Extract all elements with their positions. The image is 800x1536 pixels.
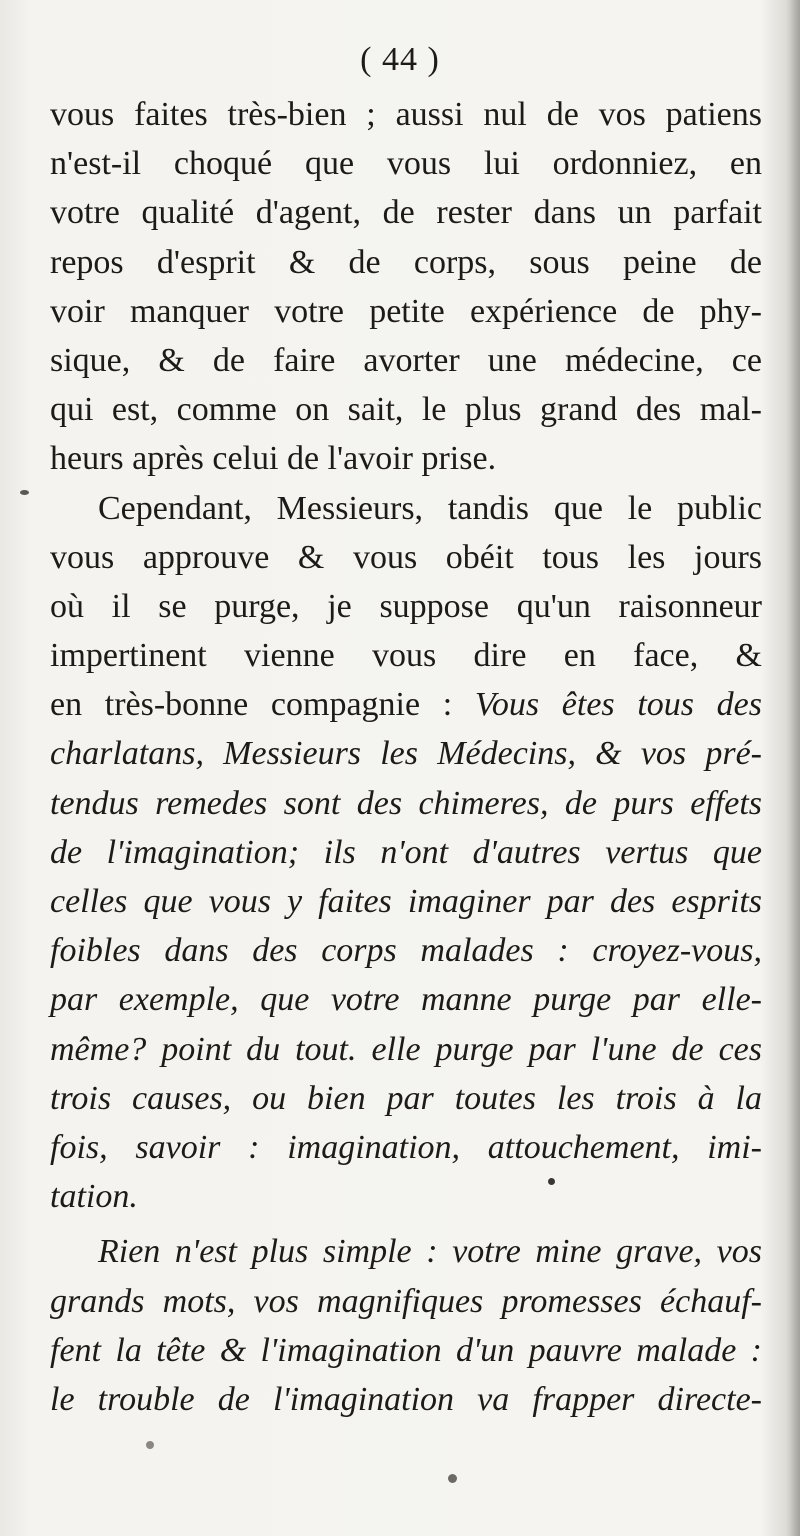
text-line: Rien n'est plus simple : votre mine grave, vos [98, 1233, 762, 1271]
text-line: Cependant, Messieurs, tandis que le public [98, 489, 762, 527]
text-line: impertinent vienne vous dire en face, & [50, 637, 762, 675]
text-line: trois causes, ou bien par toutes les trois à la [50, 1079, 762, 1117]
text-line: grands mots, vos magnifiques promesses échauf- [50, 1282, 762, 1320]
paragraph-2 [50, 484, 762, 1222]
text-line: même? point du tout. elle purge par l'une de ces [50, 1030, 762, 1068]
text-line-mixed [50, 680, 762, 729]
text-line: qui est, comme on sait, le plus grand des mal- [50, 391, 762, 429]
text-line: voir manquer votre petite expérience de phy- [50, 292, 762, 330]
text-line: le trouble de l'imagination va frapper directe- [50, 1380, 762, 1418]
text-line: votre qualité d'agent, de rester dans un parfait [50, 194, 762, 232]
text-italic: Vous êtes tous des [474, 686, 762, 724]
text-line: fent la tête & l'imagination d'un pauvre malade : [50, 1331, 762, 1369]
text-line: foibles dans des corps malades : croyez-vous, [50, 932, 762, 970]
ink-speck [448, 1474, 457, 1483]
ink-speck [20, 490, 29, 495]
paragraph-1 [50, 90, 762, 484]
page-number: ( 44 ) [360, 41, 440, 78]
text-line: vous approuve & vous obéit tous les jours [50, 538, 762, 576]
text-line: heurs après celui de l'avoir prise. [50, 440, 497, 478]
paragraph-3 [50, 1227, 762, 1424]
text-line: de l'imagination; ils n'ont d'autres vertus que [50, 833, 762, 871]
text-line: fois, savoir : imagination, attouchement, imi- [50, 1128, 762, 1166]
text-line: où il se purge, je suppose qu'un raisonneur [50, 587, 762, 625]
text-line: par exemple, que votre manne purge par elle- [50, 981, 762, 1019]
text-line: sique, & de faire avorter une médecine, ce [50, 341, 762, 379]
text-line: charlatans, Messieurs les Médecins, & vos pré- [50, 735, 762, 773]
text-line: celles que vous y faites imaginer par des esprits [50, 883, 762, 920]
text-line: tendus remedes sont des chimeres, de purs effets [50, 784, 762, 822]
text-line: tation. [50, 1178, 138, 1216]
text-line: repos d'esprit & de corps, sous peine de [50, 243, 762, 281]
page-edge-shadow [786, 0, 800, 1536]
page-text [50, 90, 762, 1424]
ink-speck [548, 1178, 555, 1185]
text-line: n'est-il choqué que vous lui ordonniez, en [50, 145, 762, 183]
text-line: vous faites très-bien ; aussi nul de vos patiens [50, 96, 762, 133]
text-roman: en très-bonne compagnie : [50, 686, 453, 724]
ink-speck [146, 1441, 154, 1449]
